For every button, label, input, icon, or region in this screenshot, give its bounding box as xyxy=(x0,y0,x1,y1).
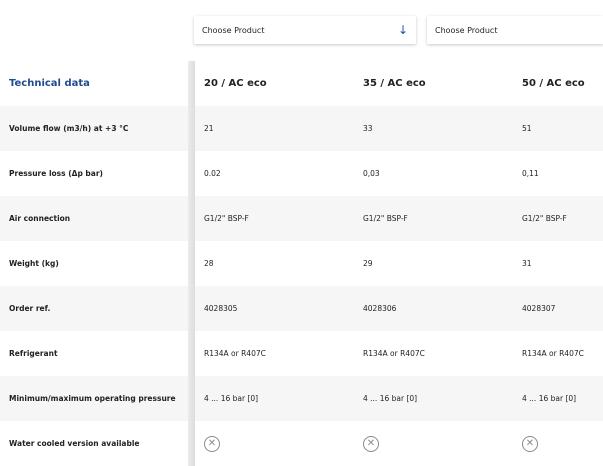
row-value: 4 ... 16 bar [0] xyxy=(522,394,577,403)
table-row xyxy=(0,196,603,241)
table-row xyxy=(0,376,603,421)
row-label: Air connection xyxy=(9,214,71,223)
row-label: Pressure loss (Δp bar) xyxy=(9,169,103,178)
table-row xyxy=(0,241,603,286)
column-divider xyxy=(188,376,195,421)
row-value: R134A or R407C xyxy=(522,349,584,358)
row-label: Minimum/maximum operating pressure xyxy=(9,394,176,403)
row-value: 4 ... 16 bar [0] xyxy=(363,394,418,403)
row-value: 28 xyxy=(204,259,214,268)
row-label: Weight (kg) xyxy=(9,259,59,268)
row-value: 0,03 xyxy=(363,169,380,178)
table-title: Technical data xyxy=(9,78,90,89)
row-value xyxy=(354,436,513,452)
column-divider xyxy=(188,241,195,286)
table-row xyxy=(0,151,603,196)
row-value: 29 xyxy=(363,259,373,268)
row-value: 33 xyxy=(363,124,373,133)
column-divider xyxy=(188,421,195,466)
row-value: 4028305 xyxy=(204,304,238,313)
table-row xyxy=(0,106,603,151)
row-value xyxy=(513,436,603,452)
row-value: G1/2" BSP-F xyxy=(522,214,567,223)
product-selector-1[interactable] xyxy=(194,16,416,44)
row-value: 4028306 xyxy=(363,304,397,313)
row-value: 4 ... 16 bar [0] xyxy=(204,394,259,403)
row-value: G1/2" BSP-F xyxy=(363,214,408,223)
product-header: 50 / AC eco xyxy=(522,78,585,89)
product-header: 35 / AC eco xyxy=(363,78,426,89)
row-value: 0,11 xyxy=(522,169,539,178)
row-label: Order ref. xyxy=(9,304,51,313)
column-divider xyxy=(188,106,195,151)
column-divider xyxy=(188,331,195,376)
row-value: R134A or R407C xyxy=(204,349,266,358)
row-value: 21 xyxy=(204,124,214,133)
product-header: 20 / AC eco xyxy=(204,78,267,89)
row-value: 4028307 xyxy=(522,304,556,313)
row-value: 0.02 xyxy=(204,169,221,178)
column-divider xyxy=(188,196,195,241)
column-divider xyxy=(188,286,195,331)
column-divider xyxy=(188,61,195,106)
row-label: Refrigerant xyxy=(9,349,58,358)
x-circle-icon: ✕ xyxy=(363,436,379,452)
row-label: Water cooled version available xyxy=(9,439,140,448)
row-value: R134A or R407C xyxy=(363,349,425,358)
table-header-row xyxy=(0,61,603,106)
column-divider xyxy=(188,151,195,196)
row-value: 31 xyxy=(522,259,532,268)
table-row xyxy=(0,286,603,331)
arrow-down-icon: ↓ xyxy=(397,23,408,37)
product-selector-label: Choose Product xyxy=(202,25,265,35)
row-value: G1/2" BSP-F xyxy=(204,214,249,223)
x-circle-icon: ✕ xyxy=(204,436,220,452)
product-selector-2[interactable] xyxy=(427,16,603,44)
row-value xyxy=(195,436,354,452)
row-label: Volume flow (m3/h) at +3 °C xyxy=(9,124,129,133)
technical-data-table xyxy=(0,61,603,466)
table-row xyxy=(0,331,603,376)
table-row xyxy=(0,421,603,466)
row-value: 51 xyxy=(522,124,532,133)
x-circle-icon: ✕ xyxy=(522,436,538,452)
product-selector-label: Choose Product xyxy=(435,25,498,35)
